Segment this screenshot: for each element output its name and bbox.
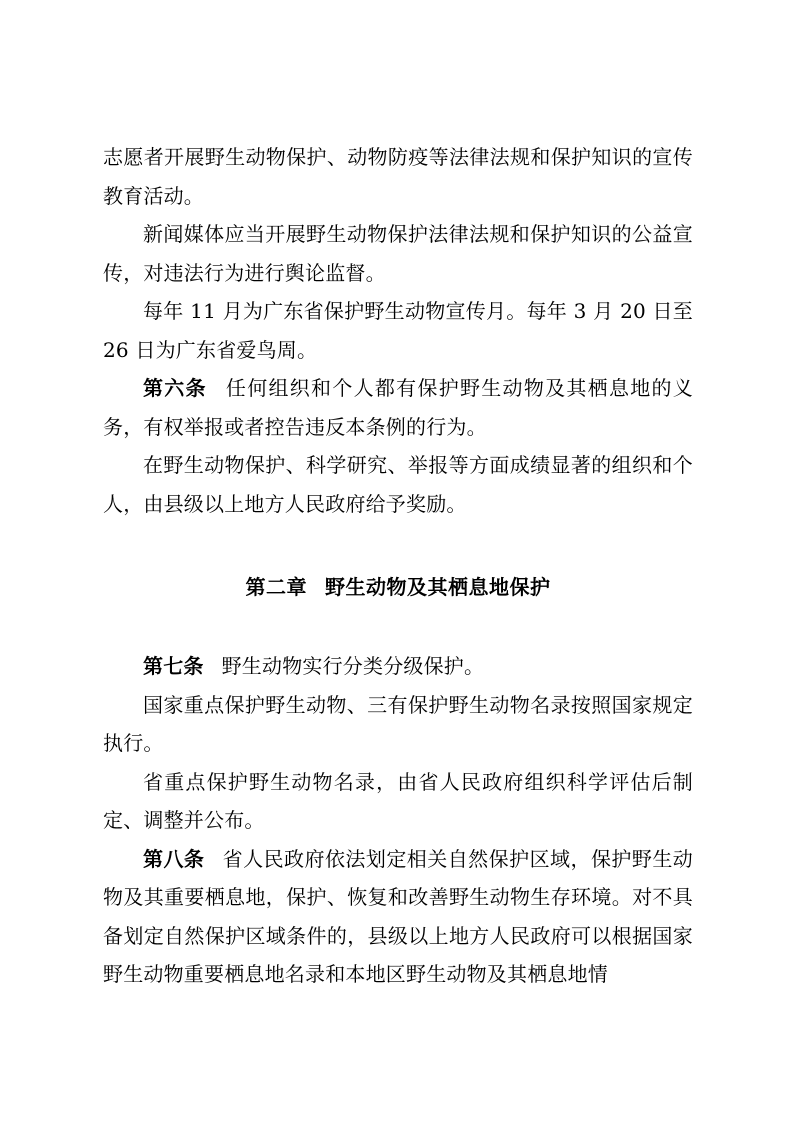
text-block-top <box>103 138 693 523</box>
article-6-label: 第六条 <box>143 376 207 400</box>
chapter-number: 第二章 <box>245 575 307 599</box>
paragraph-news-media: 新闻媒体应当开展野生动物保护法律法规和保护知识的公益宣传，对违法行为进行舆论监督。 <box>103 222 693 285</box>
article-7-label: 第七条 <box>143 654 204 678</box>
paragraph-rewards: 在野生动物保护、科学研究、举报等方面成绩显著的组织和个人，由县级以上地方人民政府给予奖励。 <box>103 453 693 516</box>
paragraph-national-list: 国家重点保护野生动物、三有保护野生动物名录按照国家规定执行。 <box>103 692 693 755</box>
paragraph-publicity-month: 每年 11 月为广东省保护野生动物宣传月。每年 3 月 20 日至 26 日为广东省爱鸟周。 <box>103 299 693 362</box>
article-8-text: 省人民政府依法划定相关自然保护区域，保护野生动物及其重要栖息地，保护、恢复和改善野生动物生存环境。对不具备划定自然保护区域条件的，县级以上地方人民政府可以根据国家野生动物重要栖息地名录和本地区野生动物及其栖息地情 <box>103 846 693 986</box>
chapter-heading <box>103 571 693 600</box>
chapter-title: 野生动物及其栖息地保护 <box>325 575 551 599</box>
paragraph-continuation: 志愿者开展野生动物保护、动物防疫等法律法规和保护知识的宣传教育活动。 <box>103 145 693 208</box>
text-block-bottom <box>103 647 693 994</box>
article-8 <box>103 840 693 994</box>
article-7 <box>103 647 693 686</box>
paragraph-provincial-list: 省重点保护野生动物名录，由省人民政府组织科学评估后制定、调整并公布。 <box>103 769 693 832</box>
article-6 <box>103 369 693 446</box>
article-7-text: 野生动物实行分类分级保护。 <box>221 654 485 678</box>
article-6-text: 任何组织和个人都有保护野生动物及其栖息地的义务，有权举报或者控告违反本条例的行为。 <box>103 376 693 439</box>
article-8-label: 第八条 <box>143 846 205 871</box>
